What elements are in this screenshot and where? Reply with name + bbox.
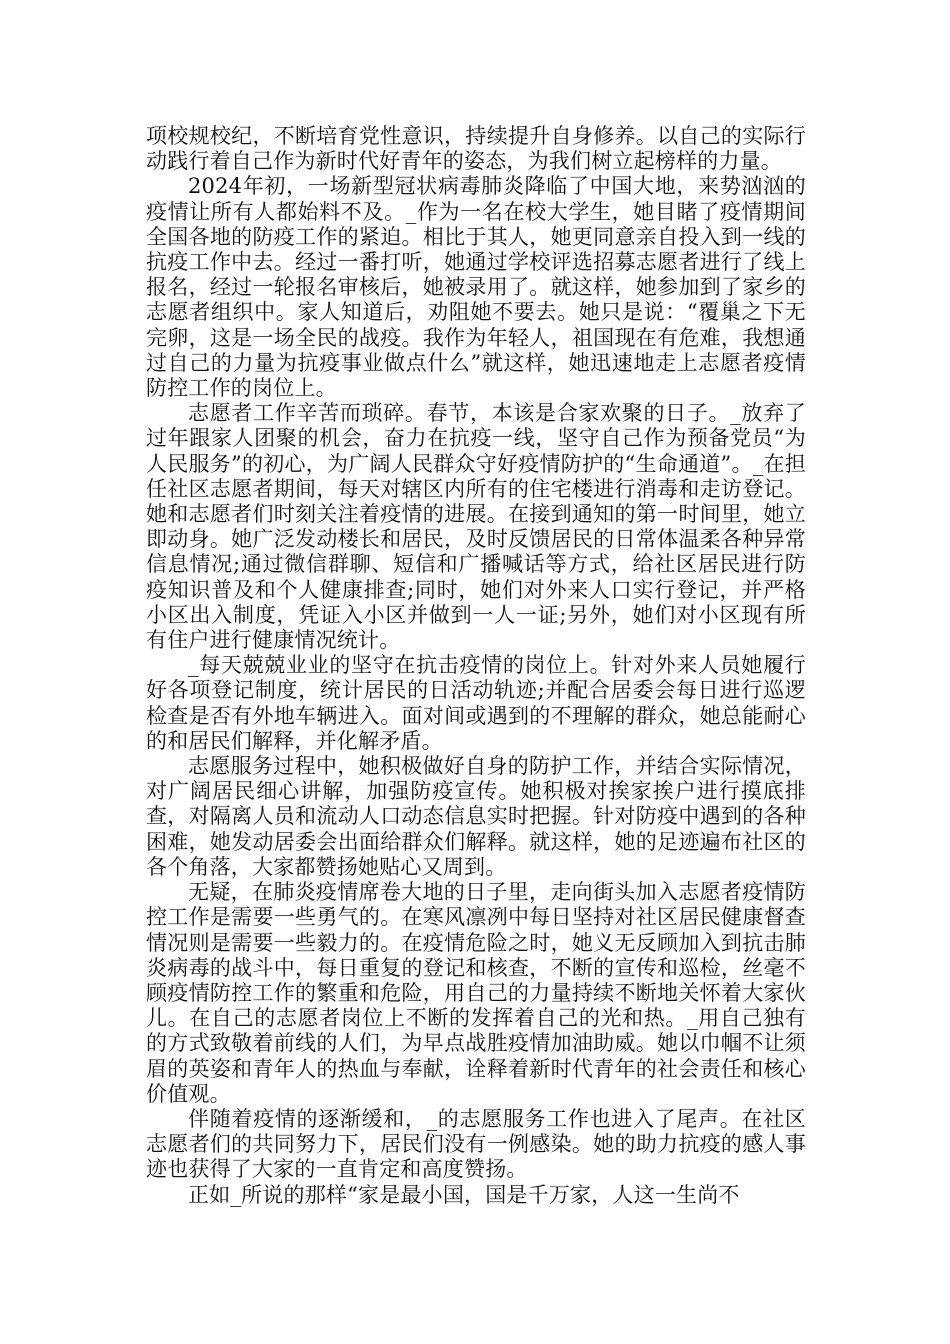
paragraph-1: 项校规校纪，不断培育党性意识，持续提升自身修养。以自己的实际行动践行着自己作为新时代好青年的姿态，为我们树立起榜样的力量。: [146, 124, 806, 174]
paragraph-3: 志愿者工作辛苦而琐碎。春节，本该是合家欢聚的日子。_放弃了过年跟家人团聚的机会，奋力在抗疫一线，坚守自己作为预备党员“为人民服务”的初心，为广阔人民群众守好疫情防护的“生命通道”。_在担任社区志愿者期间，每天对辖区内所有的住宅楼进行消毒和走访登记。她和志愿者们时刻关注着疫情的进展。在接到通知的第一时间里，她立即动身。她广泛发动楼长和居民，及时反馈居民的日常体温柔各种异常信息情况;通过微信群聊、短信和广播喊话等方式，给社区居民进行防疫知识普及和个人健康排查;同时，她们对外来人口实行登记，并严格小区出入制度，凭证入小区并做到一人一证;另外，她们对小区现有所有住户进行健康情况统计。: [146, 401, 806, 653]
paragraph-7: 伴随着疫情的逐渐缓和，_的志愿服务工作也进入了尾声。在社区志愿者们的共同努力下，居民们没有一例感染。她的助力抗疫的感人事迹也获得了大家的一直肯定和高度赞扬。: [146, 1106, 806, 1182]
paragraph-5: 志愿服务过程中，她积极做好自身的防护工作，并结合实际情况，对广阔居民细心讲解，加强防疫宣传。她积极对挨家挨户进行摸底排查，对隔离人员和流动人口动态信息实时把握。针对防疫中遇到的各种困难，她发动居委会出面给群众们解释。就这样，她的足迹遍布社区的各个角落，大家都赞扬她贴心又周到。: [146, 754, 806, 879]
paragraph-8: 正如_所说的那样“家是最小国，国是千万家，人这一生尚不: [188, 1182, 740, 1207]
document-body: [146, 124, 806, 1208]
paragraph-4: _每天兢兢业业的坚守在抗击疫情的岗位上。针对外来人员她履行好各项登记制度，统计居民的日活动轨迹;并配合居委会每日进行巡逻检查是否有外地车辆进入。面对间或遇到的不理解的群众，她总能耐心的和居民们解释，并化解矛盾。: [146, 653, 806, 753]
paragraph-6: 无疑，在肺炎疫情席卷大地的日子里，走向街头加入志愿者疫情防控工作是需要一些勇气的。在寒风凛冽中每日坚持对社区居民健康督查情况则是需要一些毅力的。在疫情危险之时，她义无反顾加入到抗击肺炎病毒的战斗中，每日重复的登记和核查，不断的宣传和巡检，丝毫不顾疫情防控工作的繁重和危险，用自己的力量持续不断地关怀着大家伙儿。在自己的志愿者岗位上不断的发挥着自己的光和热。_用自己独有的方式致敬着前线的人们，为早点战胜疫情加油助威。她以巾帼不让须眉的英姿和青年人的热血与奉献，诠释着新时代青年的社会责任和核心价值观。: [146, 880, 806, 1106]
paragraph-2: 2024年初，一场新型冠状病毒肺炎降临了中国大地，来势汹汹的疫情让所有人都始料不及。_作为一名在校大学生，她目睹了疫情期间全国各地的防疫工作的紧迫。相比于其人，她更同意亲自投入到一线的抗疫工作中去。经过一番打听，她通过学校评选招募志愿者进行了线上报名，经过一轮报名审核后，她被录用了。就这样，她参加到了家乡的志愿者组织中。家人知道后，劝阻她不要去。她只是说：“覆巢之下无完卵，这是一场全民的战疫。我作为年轻人，祖国现在有危难，我想通过自己的力量为抗疫事业做点什么”就这样，她迅速地走上志愿者疫情防控工作的岗位上。: [146, 174, 806, 401]
